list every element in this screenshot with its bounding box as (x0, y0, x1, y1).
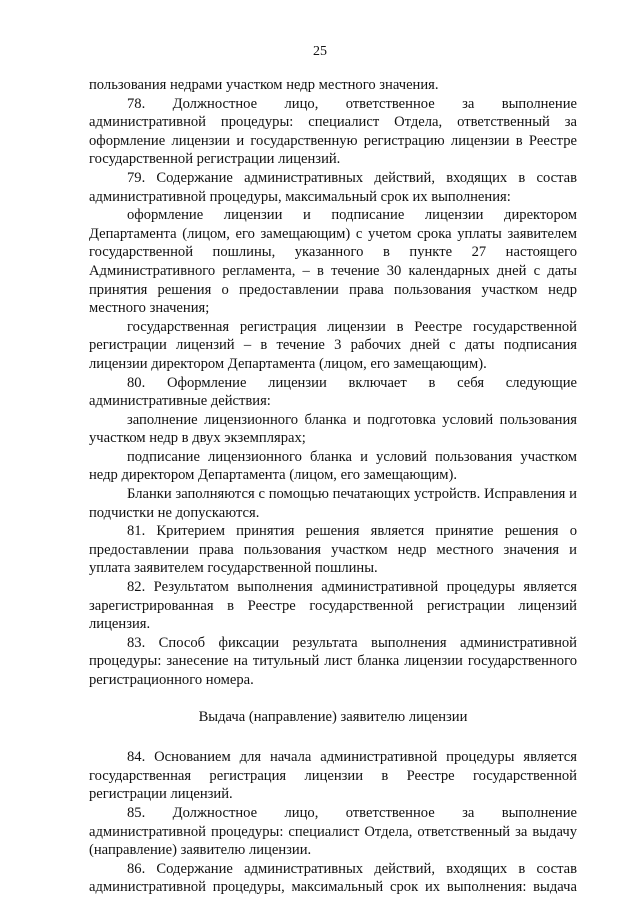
page-number: 25 (313, 44, 327, 59)
section-heading: Выдача (направление) заявителю лицензии (198, 708, 468, 725)
paragraph-84: 84. Основанием для начала административной процедуры является государственная регистрация лицензии в Реестре государственной регистрации лицензий. (89, 749, 577, 803)
paragraph-82: 82. Результатом выполнения административной процедуры является зарегистрированная в Реестре государственной регистрации лицензий лицензия. (89, 579, 577, 633)
paragraph-80-note: Бланки заполняются с помощью печатающих устройств. Исправления и подчистки не допускаются. (89, 486, 577, 521)
paragraph-83: 83. Способ фиксации результата выполнения административной процедуры: занесение на титульный лист бланка лицензии государственного регистрационного номера. (89, 634, 577, 688)
paragraph-80-item-1: заполнение лицензионного бланка и подготовка условий пользования участком недр в двух экземплярах; (89, 411, 577, 447)
paragraph-79: 79. Содержание административных действий, входящих в состав административной процедуры, максимальный срок их выполнения: (89, 169, 577, 205)
paragraph-78: 78. Должностное лицо, ответственное за выполнение административной процедуры: специалист Отдела, ответственный за оформление лицензии и государственную регистрацию лицензии в Реестре государственной регистрации лицензий. (89, 95, 577, 168)
paragraph-79-item-1: оформление лицензии и подписание лицензии директором Департамента (лицом, его замещающим) с учетом срока уплаты заявителем государственной пошлины, указанного в пункте 27 настоящего Административного регламента, – в течение 30 календарных дней с даты принятия решения о предоставлении права пользования участком недр местного значения; (89, 207, 577, 317)
paragraph-continuation: пользования недрами участком недр местного значения. (89, 77, 439, 93)
paragraph-80-item-2: подписание лицензионного бланка и условий пользования участком недр директором Департамента (лицом, его замещающим). (89, 448, 577, 484)
paragraph-81: 81. Критерием принятия решения является принятие решения о предоставлении права пользования участком недр местного значения и уплата заявителем государственной пошлины. (89, 523, 577, 577)
paragraph-86: 86. Содержание административных действий, входящих в состав административной процедуры, максимальный срок их выполнения: выдача (89, 860, 577, 896)
paragraph-80: 80. Оформление лицензии включает в себя следующие административные действия: (89, 374, 577, 410)
paragraph-85: 85. Должностное лицо, ответственное за выполнение административной процедуры: специалист Отдела, ответственный за выдачу (направление) заявителю лицензии. (89, 804, 577, 859)
document-body (89, 76, 577, 897)
paragraph-79-item-2: государственная регистрация лицензии в Реестре государственной регистрации лицензий – в течение 3 рабочих дней с даты подписания лицензии директором Департамента (лицом, его замещающим). (89, 318, 577, 372)
